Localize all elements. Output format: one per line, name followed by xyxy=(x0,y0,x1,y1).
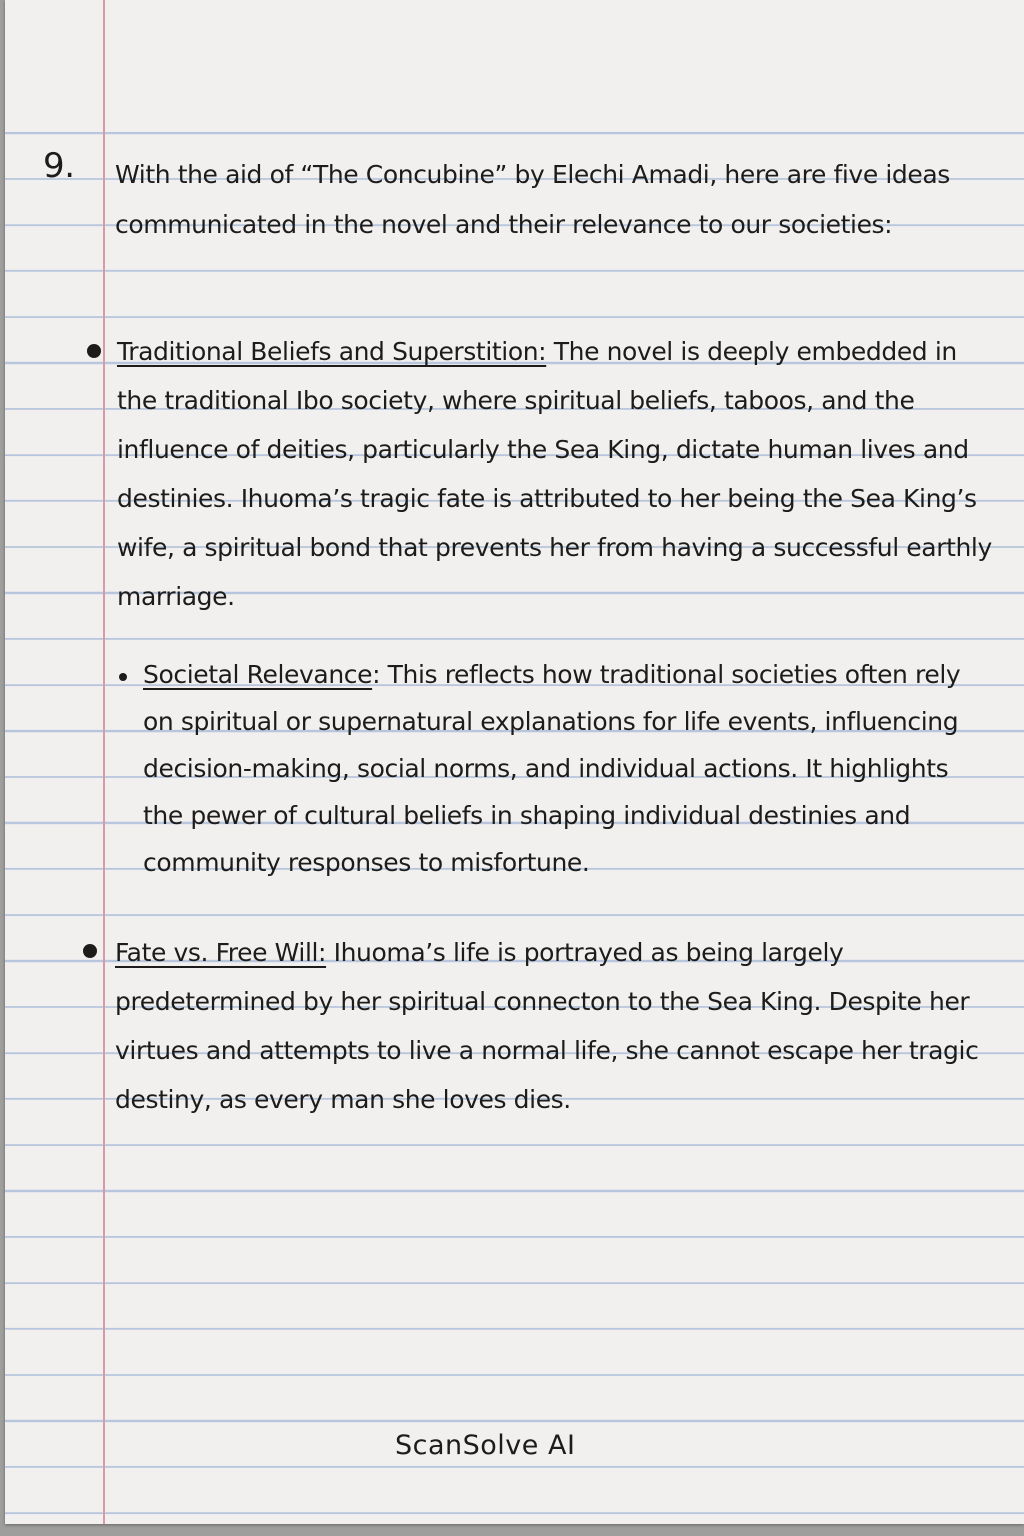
point-heading: Traditional Beliefs and Superstition: xyxy=(117,337,547,366)
bullet-icon xyxy=(83,944,97,958)
sub-point-body: This reflects how traditional societies often rely on spiritual or supernatural explanations for life events, influencing decision-making, social norms, and individual actions. It highlights the pewer of cultural beliefs in shaping individual destinies and community responses to misfortune. xyxy=(143,660,961,877)
question-intro: With the aid of “The Concubine” by Elechi Amadi, here are five ideas communicated in the novel and their relevance to our societies: xyxy=(115,160,950,239)
bullet-icon xyxy=(87,344,101,358)
point-heading: Fate vs. Free Will: xyxy=(115,938,327,967)
point-body: The novel is deeply embedded in the traditional Ibo society, where spiritual beliefs, taboos, and the influence of deities, particularly the Sea King, dictate human lives and destinies. Ihuoma’s tragic fate is attributed to her being the Sea King’s wife, a spiritual bond that prevents her from having a successful earthly marriage. xyxy=(117,337,992,611)
question-number: 9. xyxy=(43,146,75,186)
watermark: ScanSolve AI xyxy=(395,1430,576,1461)
point-fate-vs-free-will xyxy=(115,928,995,1124)
point-traditional-beliefs xyxy=(117,327,997,621)
sub-point-societal-relevance xyxy=(143,651,993,886)
margin-line xyxy=(103,0,105,1524)
sub-bullet-icon xyxy=(119,673,127,681)
notebook-page xyxy=(5,0,1024,1524)
sub-point-heading: Societal Relevance xyxy=(143,660,373,689)
sub-point-colon: : xyxy=(372,660,381,689)
point-body: Ihuoma’s life is portrayed as being largely predetermined by her spiritual connecton to the Sea King. Despite her virtues and attempts to live a normal life, she cannot escape her tragic destiny, as every man she loves dies. xyxy=(115,938,979,1114)
